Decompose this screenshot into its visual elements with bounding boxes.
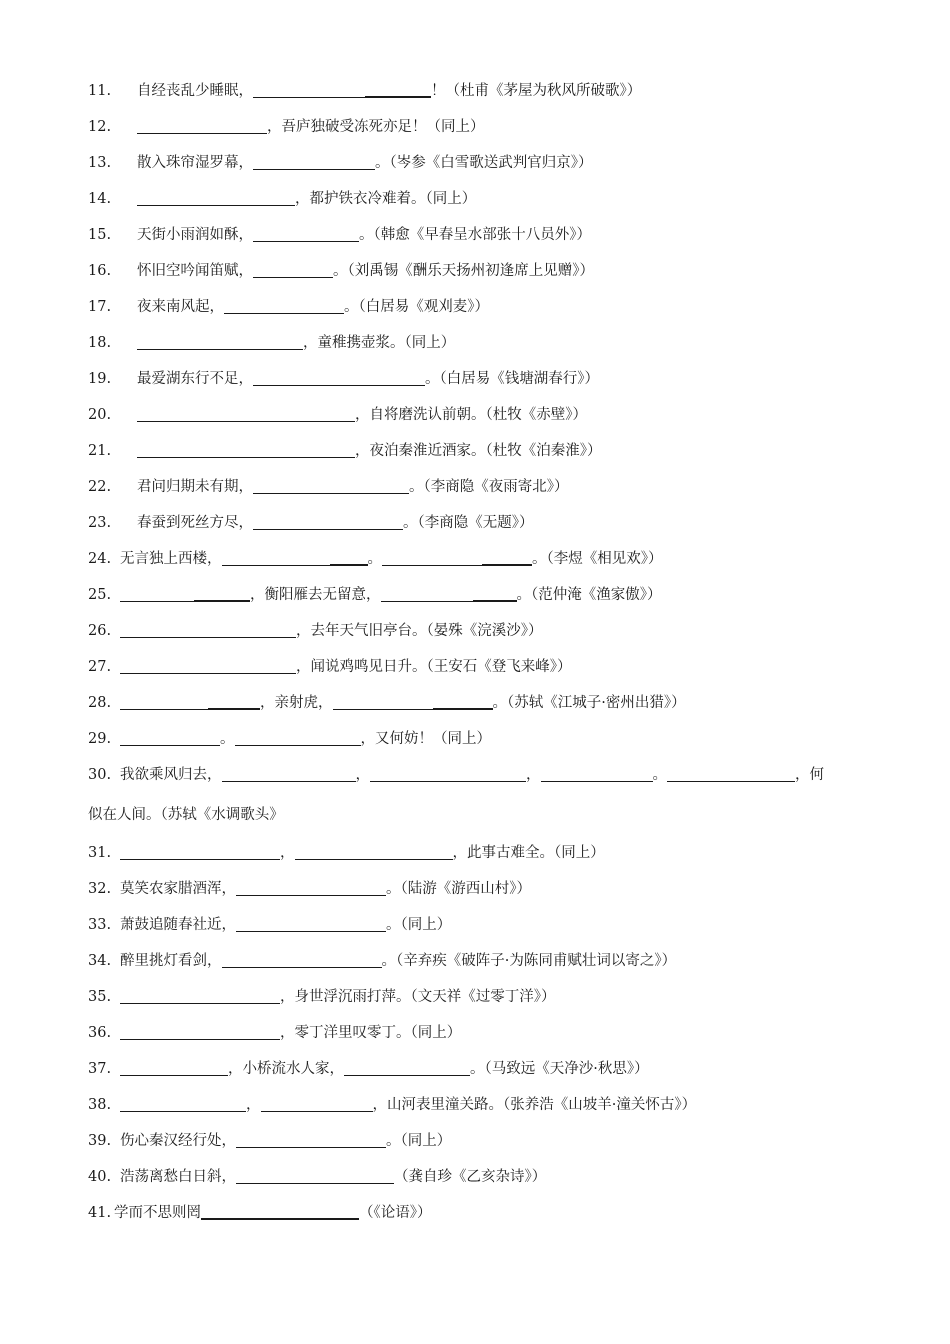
question-number: 39. [88, 1133, 112, 1149]
question-text: 我欲乘风归去， [120, 767, 222, 783]
question-line [88, 949, 868, 973]
answer-blank[interactable] [120, 1025, 280, 1040]
question-number: 24. [88, 551, 112, 567]
answer-blank[interactable] [120, 989, 280, 1004]
question-number: 29. [88, 731, 112, 747]
answer-blank[interactable] [365, 82, 431, 98]
question-text: ，此事古难全。（同上） [452, 845, 605, 861]
question-text: 散入珠帘湿罗幕， [137, 155, 253, 171]
answer-blank[interactable] [137, 335, 303, 350]
answer-blank[interactable] [236, 1169, 394, 1184]
question-line [88, 295, 868, 319]
answer-blank[interactable] [120, 845, 280, 860]
question-number: 15. [88, 227, 112, 243]
question-text: 自经丧乱少睡眠， [137, 83, 253, 99]
answer-blank[interactable] [295, 845, 453, 860]
answer-blank[interactable] [370, 767, 526, 782]
question-text: 君问归期未有期， [137, 479, 253, 495]
question-number: 12. [88, 119, 112, 135]
answer-blank[interactable] [667, 767, 795, 782]
question-text: 。（范仲淹《渔家傲》） [516, 587, 662, 603]
question-text: 莫笑农家腊酒浑， [120, 881, 236, 897]
question-text: 。（白居易《观刈麦》） [344, 299, 489, 315]
question-text: 醉里挑灯看剑， [120, 953, 222, 969]
question-text: 。（同上） [386, 1133, 452, 1149]
question-text: ，山河表里潼关路。（张养浩《山坡羊·潼关怀古》） [372, 1097, 697, 1113]
question-text: （《论语》） [359, 1205, 432, 1221]
question-text: ，身世浮沉雨打萍。（文天祥《过零丁洋》） [280, 989, 556, 1005]
question-text: 。（岑参《白雪歌送武判官归京》） [375, 155, 593, 171]
question-number: 40. [88, 1169, 112, 1185]
question-line [88, 985, 868, 1009]
question-text: 。 [220, 731, 235, 747]
question-line [88, 841, 868, 865]
question-line [88, 1201, 868, 1225]
question-text: 。（马致远《天净沙·秋思》） [470, 1061, 649, 1077]
answer-blank[interactable] [253, 371, 425, 386]
question-line [88, 331, 868, 355]
question-text: ，都护铁衣冷难着。（同上） [295, 191, 477, 207]
question-number: 11. [88, 83, 112, 99]
question-line [88, 583, 868, 607]
question-text: ，去年天气旧亭台。（晏殊《浣溪沙》） [296, 623, 543, 639]
question-number: 28. [88, 695, 112, 711]
question-number: 22. [88, 479, 112, 495]
answer-blank[interactable] [381, 587, 473, 602]
question-line [88, 511, 868, 535]
question-number: 31. [88, 845, 112, 861]
answer-blank[interactable] [120, 587, 194, 602]
question-line [88, 403, 868, 427]
question-text: 学而不思则罔 [114, 1205, 201, 1221]
answer-blank[interactable] [120, 659, 296, 674]
answer-blank[interactable] [541, 767, 653, 782]
answer-blank[interactable] [137, 407, 355, 422]
question-text: 。（陆游《游西山村》） [386, 881, 531, 897]
question-text: ，衡阳雁去无留意， [250, 587, 381, 603]
answer-blank[interactable] [344, 1061, 470, 1076]
answer-blank[interactable] [120, 695, 208, 710]
answer-blank[interactable] [224, 299, 344, 314]
answer-blank[interactable] [330, 550, 368, 566]
question-text: ！（杜甫《茅屋为秋风所破歌》） [431, 83, 642, 99]
answer-blank[interactable] [253, 83, 365, 98]
question-text: 怀旧空吟闻笛赋， [137, 263, 253, 279]
question-line [88, 1093, 868, 1117]
question-number: 34. [88, 953, 112, 969]
question-text: ，又何妨！（同上） [360, 731, 491, 747]
answer-blank[interactable] [253, 155, 375, 170]
question-text: 。 [367, 551, 382, 567]
answer-blank[interactable] [120, 731, 220, 746]
question-number: 21. [88, 443, 112, 459]
answer-blank[interactable] [120, 1097, 246, 1112]
question-text: 似在人间。（苏轼《水调歌头》 [88, 807, 284, 823]
question-text: ，夜泊秦淮近酒家。（杜牧《泊秦淮》） [355, 443, 602, 459]
question-line [88, 655, 868, 679]
question-text: ，自将磨洗认前朝。（杜牧《赤壁》） [355, 407, 587, 423]
question-line [88, 223, 868, 247]
answer-blank[interactable] [333, 695, 433, 710]
question-line [88, 367, 868, 391]
answer-blank[interactable] [194, 586, 250, 602]
question-number: 32. [88, 881, 112, 897]
question-number: 25. [88, 587, 112, 603]
answer-blank[interactable] [222, 551, 330, 566]
question-text: 无言独上西楼， [120, 551, 222, 567]
question-text: ，零丁洋里叹零丁。（同上） [280, 1025, 462, 1041]
answer-blank[interactable] [208, 694, 260, 710]
question-line [88, 691, 868, 715]
question-text: 浩荡离愁白日斜， [120, 1169, 236, 1185]
answer-blank[interactable] [120, 623, 296, 638]
answer-blank[interactable] [137, 191, 295, 206]
question-text: ， [355, 767, 370, 783]
answer-blank[interactable] [236, 917, 386, 932]
question-text: 。（刘禹锡《酬乐天扬州初逢席上见赠》） [333, 263, 594, 279]
question-text: 伤心秦汉经行处， [120, 1133, 236, 1149]
question-text: 。（李商隐《夜雨寄北》） [409, 479, 569, 495]
question-line [88, 913, 868, 937]
answer-blank[interactable] [236, 881, 386, 896]
question-line [88, 1057, 868, 1081]
question-number: 27. [88, 659, 112, 675]
question-text: 。（辛弃疾《破阵子·为陈同甫赋壮词以寄之》） [381, 953, 677, 969]
question-text: 萧鼓追随春社近， [120, 917, 236, 933]
question-number: 30. [88, 767, 112, 783]
question-number: 13. [88, 155, 112, 171]
answer-blank[interactable] [253, 263, 333, 278]
question-line [88, 727, 868, 751]
question-line [88, 1129, 868, 1153]
question-line [88, 115, 868, 139]
question-number: 33. [88, 917, 112, 933]
answer-blank[interactable] [137, 119, 267, 134]
question-line [88, 151, 868, 175]
question-text: ， [526, 767, 541, 783]
question-number: 20. [88, 407, 112, 423]
question-number: 35. [88, 989, 112, 1005]
question-text: 夜来南风起， [137, 299, 224, 315]
question-text: 。（韩愈《早春呈水部张十八员外》） [359, 227, 591, 243]
answer-blank[interactable] [261, 1097, 373, 1112]
answer-blank[interactable] [473, 586, 517, 602]
question-text: 。（白居易《钱塘湖春行》） [425, 371, 599, 387]
answer-blank[interactable] [235, 731, 361, 746]
question-text: 。（同上） [386, 917, 452, 933]
answer-blank[interactable] [120, 1061, 228, 1076]
question-line [88, 619, 868, 643]
question-line [88, 803, 868, 827]
answer-blank[interactable] [222, 767, 356, 782]
question-text: 。（李煜《相见欢》） [532, 551, 663, 567]
answer-blank[interactable] [201, 1204, 359, 1220]
question-number: 37. [88, 1061, 112, 1077]
answer-blank[interactable] [236, 1133, 386, 1148]
question-text: 。（苏轼《江城子·密州出猎》） [492, 695, 686, 711]
question-text: ，闻说鸡鸣见日升。（王安石《登飞来峰》） [296, 659, 572, 675]
question-text: 。（李商隐《无题》） [403, 515, 534, 531]
question-number: 41. [88, 1205, 112, 1221]
question-number: 14. [88, 191, 112, 207]
question-line [88, 439, 868, 463]
question-line [88, 1021, 868, 1045]
question-number: 16. [88, 263, 112, 279]
answer-blank[interactable] [253, 479, 409, 494]
question-text: 春蚕到死丝方尽， [137, 515, 253, 531]
question-line [88, 475, 868, 499]
question-line [88, 763, 860, 787]
question-text: ， [246, 1097, 261, 1113]
question-text: ， [280, 845, 295, 861]
question-number: 23. [88, 515, 112, 531]
question-text: ，吾庐独破受冻死亦足！（同上） [267, 119, 485, 135]
question-number: 18. [88, 335, 112, 351]
question-text: ，亲射虎， [260, 695, 333, 711]
question-number: 26. [88, 623, 112, 639]
answer-blank[interactable] [253, 227, 359, 242]
question-number: 19. [88, 371, 112, 387]
question-line [88, 877, 868, 901]
question-number: 17. [88, 299, 112, 315]
question-number: 36. [88, 1025, 112, 1041]
question-line [88, 1165, 868, 1189]
answer-blank[interactable] [482, 550, 532, 566]
answer-blank[interactable] [382, 551, 482, 566]
question-text: ，小桥流水人家， [228, 1061, 344, 1077]
question-text: 最爱湖东行不足， [137, 371, 253, 387]
question-line [88, 187, 868, 211]
question-text: ，何 [795, 767, 824, 783]
question-line [88, 547, 868, 571]
question-text: ，童稚携壶浆。（同上） [303, 335, 456, 351]
question-text: 天街小雨润如酥， [137, 227, 253, 243]
answer-blank[interactable] [253, 515, 403, 530]
answer-blank[interactable] [137, 443, 355, 458]
answer-blank[interactable] [433, 694, 493, 710]
question-line [88, 79, 868, 103]
answer-blank[interactable] [222, 953, 382, 968]
question-text: （龚自珍《乙亥杂诗》） [394, 1169, 547, 1185]
question-line [88, 259, 868, 283]
question-text: 。 [652, 767, 667, 783]
question-number: 38. [88, 1097, 112, 1113]
